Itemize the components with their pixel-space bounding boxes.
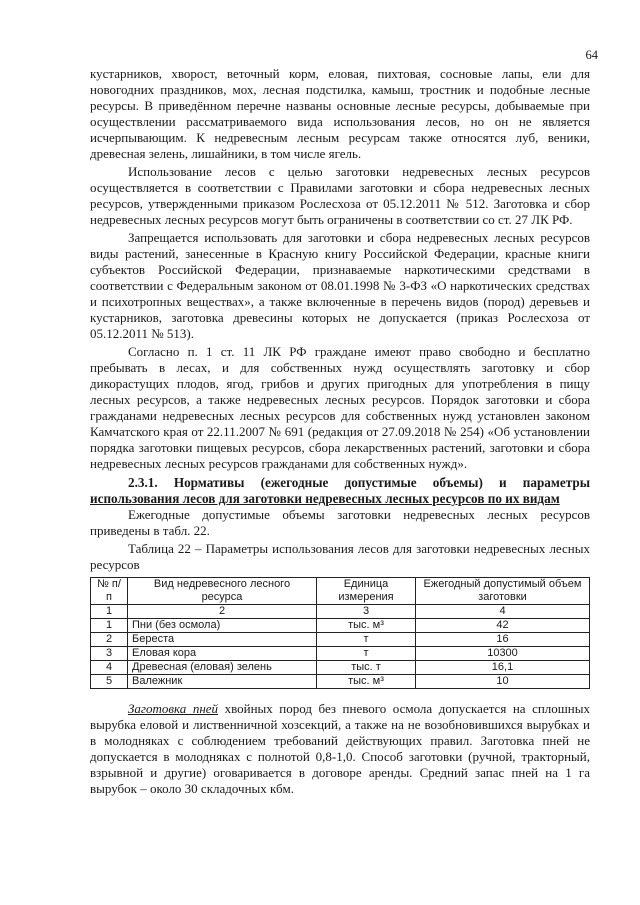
row-unit: т	[317, 633, 416, 647]
header-annual-volume: Ежегодный допустимый объем заготовки	[416, 578, 590, 605]
numbering-cell: 2	[128, 605, 317, 619]
paragraph-prohibitions: Запрещается использовать для заготовки и сбора недревесных лесных ресурсов виды растений, занесенные в Красную книгу Российской Федерации, красные книги субъектов Российской Федерации, признаваемые наркотическими средствами в соответствии с Федеральным законом от 08.01.1998 № 3-ФЗ «О наркотических средствах и психотропных веществах», а также включенные в перечень видов (пород) деревьев и кустарников, заготовка древесины которых не допускается (приказ Рослесхоза от 05.12.2011 № 513).	[90, 230, 590, 341]
row-volume: 42	[416, 619, 590, 633]
stump-harvesting-lead: Заготовка пней	[128, 701, 219, 716]
numbering-cell: 1	[91, 605, 128, 619]
table-row	[91, 647, 590, 661]
row-volume: 10300	[416, 647, 590, 661]
table-row	[91, 619, 590, 633]
row-number: 1	[91, 619, 128, 633]
paragraph-stump-harvesting	[90, 701, 590, 797]
table-row	[91, 675, 590, 689]
row-resource: Древесная (еловая) зелень	[128, 661, 317, 675]
section-heading-part2: использования лесов для заготовки недревесных лесных ресурсов по их видам	[90, 491, 560, 506]
table-header-row	[91, 578, 590, 605]
section-heading	[90, 475, 590, 507]
stump-harvesting-text: хвойных пород без пневого осмола допускается на сплошных вырубка еловой и лиственничной хозсекций, а также на не возобновившихся вырубках и в молодняках с соблюдением требований действующих правил. Заготовка пней не допускается в молодняках с полнотой 0,8-1,0. Способ заготовки (ручной, тракторный, взрывной и другие) оговаривается в договоре аренды. Средний запас пней на 1 га вырубок – около 30 складочных кбм.	[90, 701, 590, 796]
header-unit: Единица измерения	[317, 578, 416, 605]
paragraph-citizens-rights: Согласно п. 1 ст. 11 ЛК РФ граждане имеют право свободно и бесплатно пребывать в лесах, и для собственных нужд осуществлять заготовку и сбор дикорастущих плодов, ягод, грибов и других пригодных для употребления в пищу лесных ресурсов, а также недревесных лесных ресурсов. Порядок заготовки и сбора гражданами недревесных лесных ресурсов для собственных нужд установлен законом Камчатского края от 22.11.2007 № 691 (редакция от 27.09.2018 № 254) «Об установлении порядка заготовки пищевых ресурсов, сбора лекарственных растений, заготовки и сбора недревесных лесных ресурсов гражданами для собственных нужд».	[90, 344, 590, 471]
row-number: 3	[91, 647, 128, 661]
row-resource: Валежник	[128, 675, 317, 689]
row-number: 4	[91, 661, 128, 675]
header-resource-type: Вид недревесного лесного ресурса	[128, 578, 317, 605]
row-volume: 16,1	[416, 661, 590, 675]
row-unit: тыс. т	[317, 661, 416, 675]
page-number: 64	[585, 48, 598, 62]
row-resource: Пни (без осмола)	[128, 619, 317, 633]
section-heading-part1: 2.3.1. Нормативы (ежегодные допустимые объемы) и параметры	[128, 475, 590, 490]
section-text: Ежегодные допустимые объемы заготовки недревесных лесных ресурсов приведены в табл. 22.	[90, 507, 590, 538]
row-unit: тыс. м³	[317, 619, 416, 633]
row-number: 2	[91, 633, 128, 647]
row-volume: 10	[416, 675, 590, 689]
row-unit: т	[317, 647, 416, 661]
row-resource: Береста	[128, 633, 317, 647]
page-content	[90, 66, 590, 797]
table-numbering-row	[91, 605, 590, 619]
table-row	[91, 661, 590, 675]
table-caption: Таблица 22 – Параметры использования лесов для заготовки недревесных лесных ресурсов	[90, 541, 590, 572]
numbering-cell: 3	[317, 605, 416, 619]
header-number: № п/п	[91, 578, 128, 605]
parameters-table	[90, 577, 590, 689]
row-number: 5	[91, 675, 128, 689]
table-row	[91, 633, 590, 647]
paragraph-continuation: кустарников, хворост, веточный корм, еловая, пихтовая, сосновые лапы, ели для новогодних праздников, мох, лесная подстилка, камыш, тростник и подобные лесные ресурсы. В приведённом перечне названы основные лесные ресурсы, добываемые при осуществлении рассматриваемого вида использования лесов, но он не является исчерпывающим. К недревесным лесным ресурсам также относятся луб, веники, древесная зелень, лишайники, в том числе ягель.	[90, 66, 590, 161]
row-volume: 16	[416, 633, 590, 647]
numbering-cell: 4	[416, 605, 590, 619]
row-resource: Еловая кора	[128, 647, 317, 661]
row-unit: тыс. м³	[317, 675, 416, 689]
paragraph-regulations: Использование лесов с целью заготовки недревесных лесных ресурсов осуществляется в соответствии с Правилами заготовки и сбора недревесных лесных ресурсов, утвержденными приказом Рослесхоза от 05.12.2011 № 512. Заготовка и сбор недревесных лесных ресурсов могут быть ограничены в соответствии со ст. 27 ЛК РФ.	[90, 164, 590, 227]
